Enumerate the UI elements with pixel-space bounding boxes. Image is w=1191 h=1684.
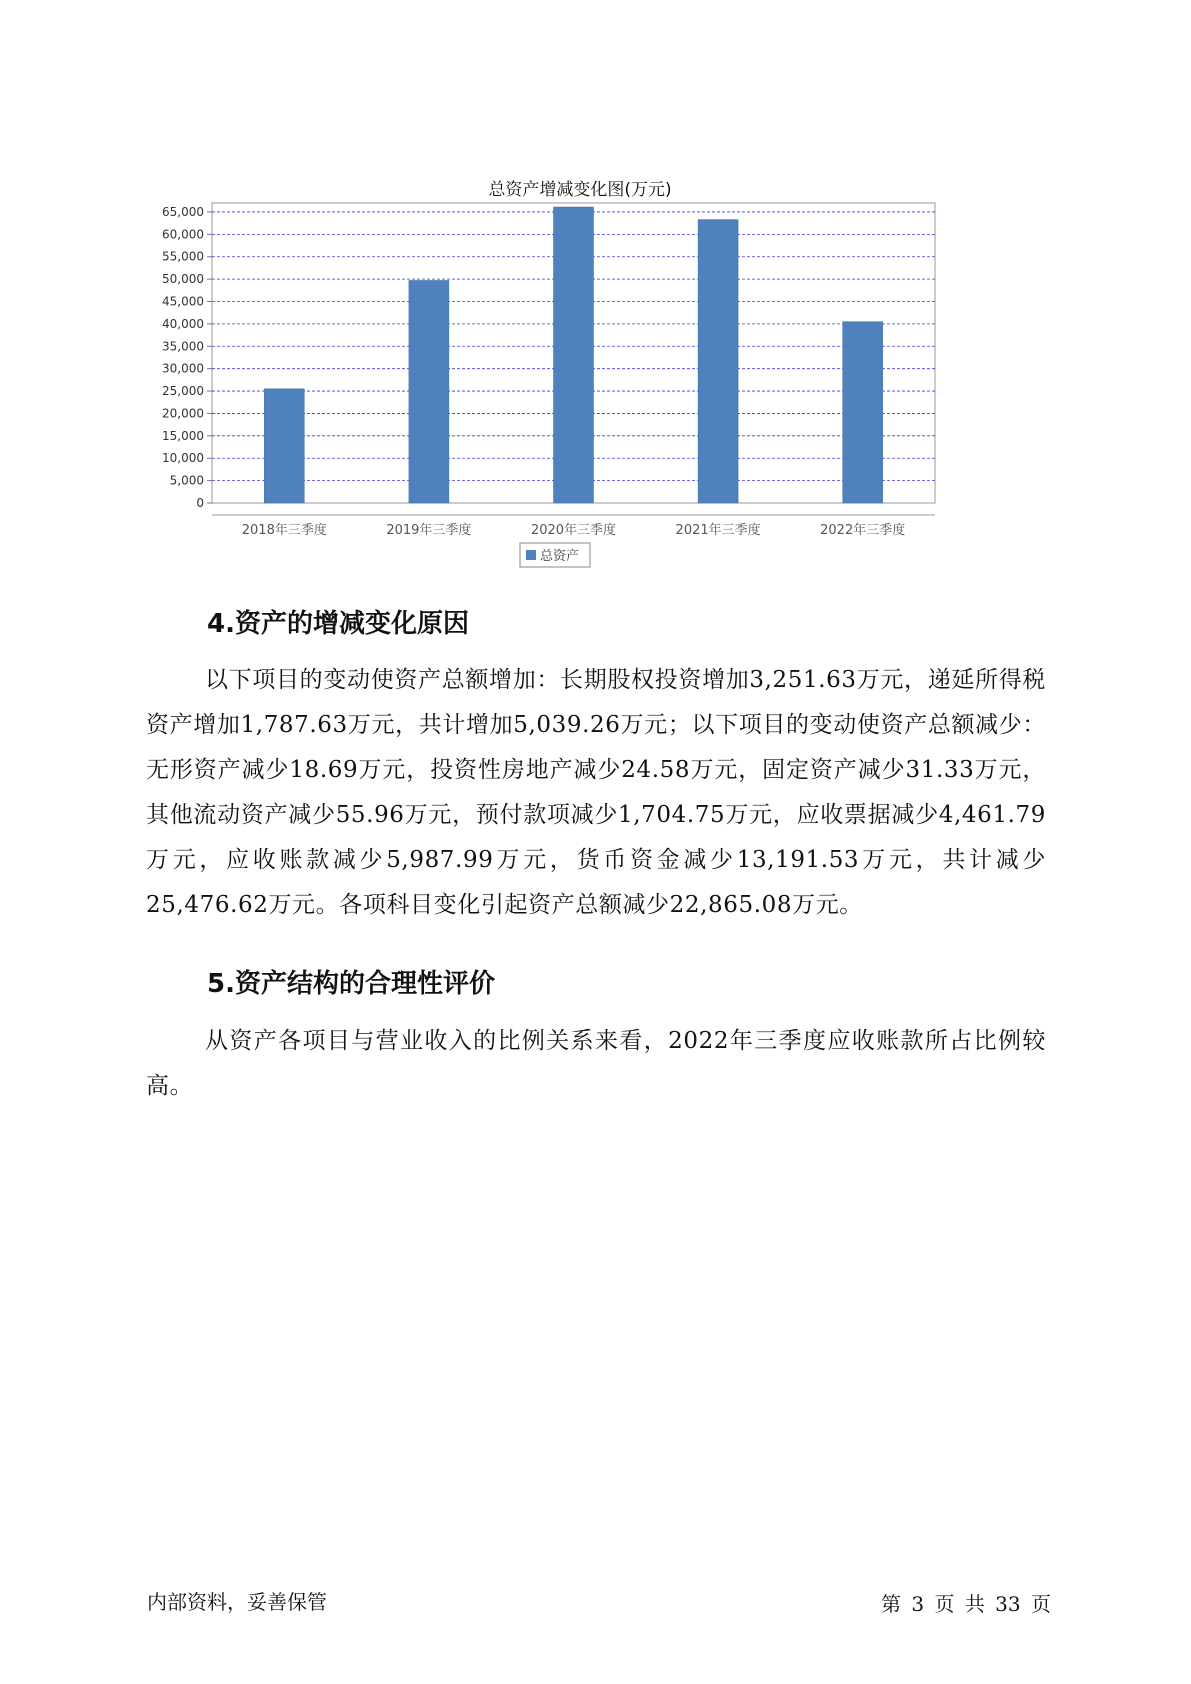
x-tick-label: 2022年三季度 xyxy=(820,523,906,538)
y-tick-label: 50,000 xyxy=(162,272,204,287)
footer-confidential: 内部资料，妥善保管 xyxy=(147,1590,327,1614)
y-tick-label: 55,000 xyxy=(162,249,204,264)
y-tick-label: 25,000 xyxy=(162,384,204,399)
x-tick-label: 2018年三季度 xyxy=(241,523,327,538)
y-tick-label: 0 xyxy=(196,496,204,510)
bar xyxy=(554,207,594,503)
asset-chart xyxy=(140,165,1020,625)
legend-swatch xyxy=(526,550,536,560)
y-tick-label: 5,000 xyxy=(169,473,204,488)
y-tick-label: 60,000 xyxy=(162,227,204,242)
footer-page-number: 第 3 页 共 33 页 xyxy=(881,1592,1051,1616)
y-tick-label: 65,000 xyxy=(162,204,204,219)
y-tick-label: 20,000 xyxy=(162,406,204,421)
y-tick-label: 15,000 xyxy=(162,428,204,443)
x-tick-label: 2021年三季度 xyxy=(675,523,761,538)
bar xyxy=(409,280,449,503)
bar xyxy=(843,322,883,503)
y-tick-label: 30,000 xyxy=(162,361,204,376)
bar xyxy=(264,389,304,503)
y-tick-label: 35,000 xyxy=(162,339,204,354)
y-tick-label: 45,000 xyxy=(162,294,204,309)
bar xyxy=(698,220,738,503)
section4-heading: 4.资产的增减变化原因 xyxy=(207,609,469,639)
section4-paragraph: 以下项目的变动使资产总额增加：长期股权投资增加3,251.63万元，递延所得税资产增加1,787.63万元，共计增加5,039.26万元；以下项目的变动使资产总额减少：无形资产减少18.69万元，投资性房地产减少24.58万元，固定资产减少31.33万元，其他流动资产减少55.96万元，预付款项减少1,704.75万元，应收票据减少4,461.79万元，应收账款减少5,987.99万元，货币资金减少13,191.53万元，共计减少25,476.62万元。各项科目变化引起资产总额减少22,865.08万元。 xyxy=(146,667,1046,918)
legend-label: 总资产 xyxy=(540,549,580,564)
section5-heading: 5.资产结构的合理性评价 xyxy=(207,969,495,999)
x-tick-label: 2019年三季度 xyxy=(386,523,472,538)
chart-title: 总资产增减变化图(万元) xyxy=(488,180,672,200)
y-tick-label: 40,000 xyxy=(162,316,204,331)
y-tick-label: 10,000 xyxy=(162,451,204,466)
x-tick-label: 2020年三季度 xyxy=(530,523,617,538)
chart-canvas xyxy=(140,165,1020,625)
section5-paragraph: 从资产各项目与营业收入的比例关系来看，2022年三季度应收账款所占比例较高。 xyxy=(146,1028,1046,1099)
